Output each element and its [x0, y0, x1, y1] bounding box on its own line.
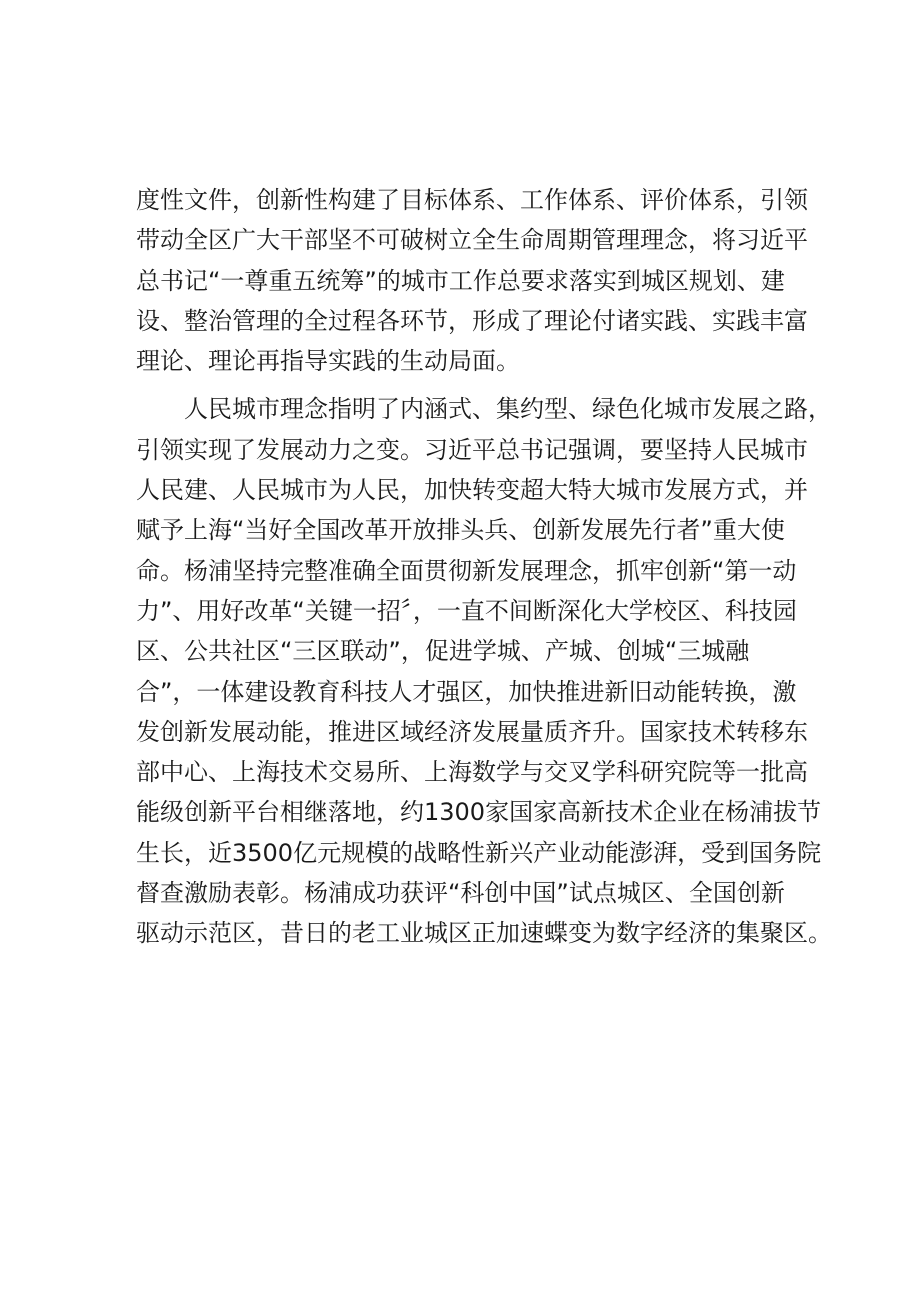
paragraph-line: 合”，一体建设教育科技人才强区，加快推进新旧动能转换，激 [136, 677, 797, 706]
paragraph-line: 部中心、上海技术交易所、上海数学与交叉学科研究院等一批高 [136, 758, 808, 787]
paragraph-line: 命。杨浦坚持完整准确全面贯彻新发展理念，抓牢创新“第一动 [136, 556, 797, 585]
document-body [136, 180, 832, 954]
paragraph-line: 区、公共社区“三区联动”，促进学城、产城、创城“三城融 [136, 637, 750, 666]
paragraph-spacer [136, 381, 806, 389]
paragraph-line: 人民建、人民城市为人民，加快转变超大特大城市发展方式，并 [136, 476, 808, 505]
paragraph-line: 赋予上海“当好全国改革开放排头兵、创新发展先行者”重大使 [136, 516, 785, 545]
paragraph-line: 发创新发展动能，推进区域经济发展量质齐升。国家技术转移东 [136, 717, 808, 746]
paragraph-line: 力”、用好改革“关键一招〞，一直不间断深化大学校区、科技园 [136, 596, 797, 625]
paragraph-line: 督查激励表彰。杨浦成功获评“科创中国”试点城区、全国创新 [136, 879, 785, 908]
paragraph-line: 度性文件，创新性构建了目标体系、工作体系、评价体系，引领 [136, 186, 808, 214]
paragraph-line: 理论、理论再指导实践的生动局面。 [136, 347, 520, 376]
paragraph-2 [136, 389, 832, 953]
paragraph-line: 能级创新平台相继落地，约1300家国家高新技术企业在杨浦拔节 [136, 798, 822, 827]
paragraph-line: 驱动示范区，昔日的老工业城区正加速蝶变为数字经济的集聚区。 [136, 919, 832, 948]
paragraph-line: 引领实现了发展动力之变。习近平总书记强调，要坚持人民城市 [136, 435, 808, 464]
paragraph-1 [136, 180, 806, 381]
paragraph-line: 总书记“一尊重五统筹”的城市工作总要求落实到城区规划、建 [136, 266, 785, 295]
paragraph-line: 设、整治管理的全过程各环节，形成了理论付诸实践、实践丰富 [136, 306, 808, 335]
paragraph-line: 带动全区广大干部坚不可破树立全生命周期管理理念，将习近平 [136, 226, 808, 255]
paragraph-line: 生长，近3500亿元规模的战略性新兴产业动能澎湃，受到国务院 [136, 838, 822, 867]
paragraph-line: 人民城市理念指明了内涵式、集约型、绿色化城市发展之路， [184, 395, 832, 424]
